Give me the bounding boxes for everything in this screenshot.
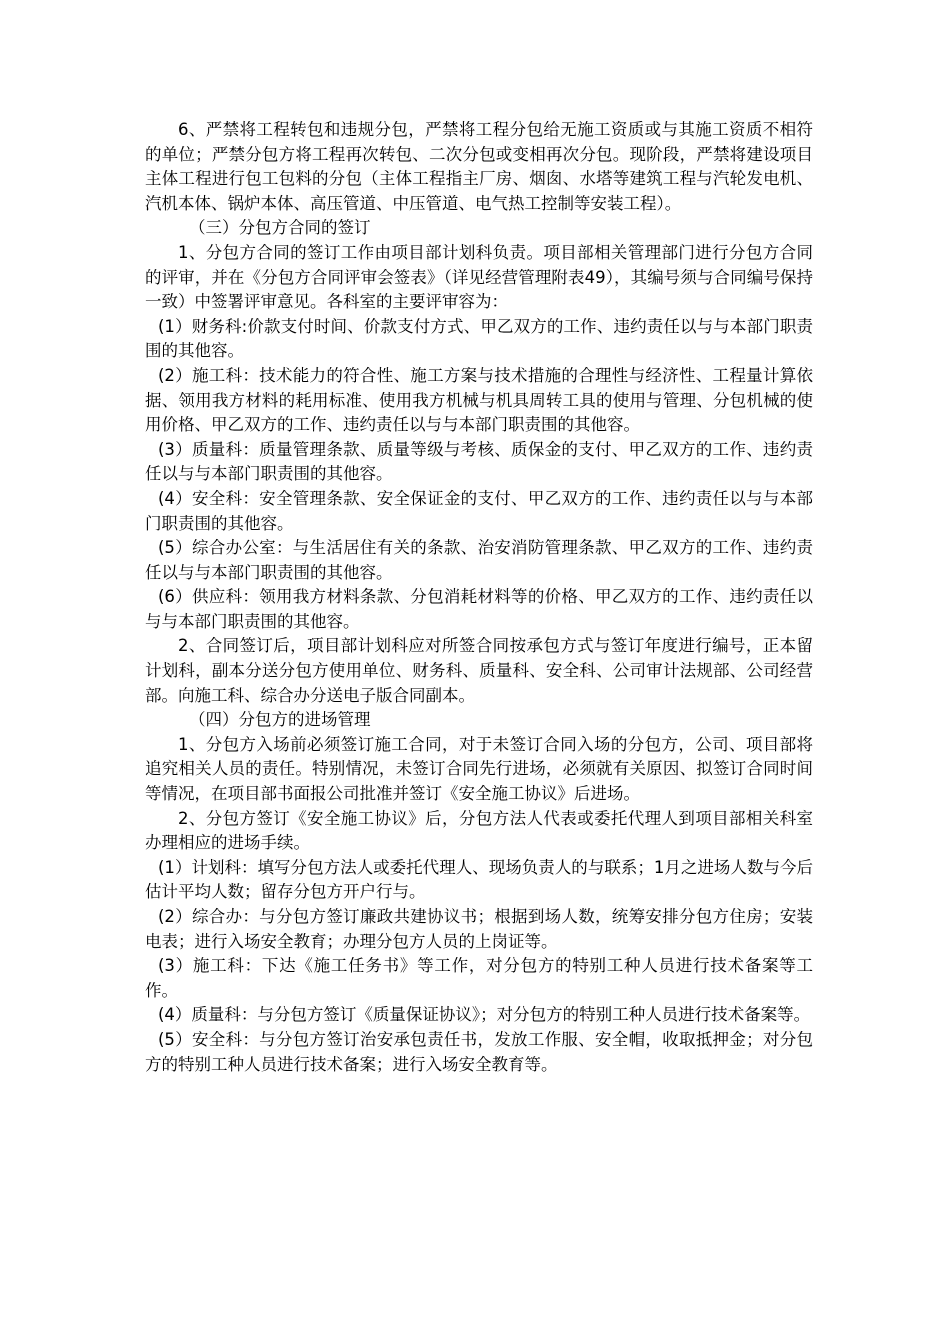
paragraph-item-6: 6、严禁将工程转包和违规分包，严禁将工程分包给无施工资质或与其施工资质不相符的单位；严禁分包方将工程再次转包、二次分包或变相再次分包。现阶段，严禁将建设项目主体工程进行包工包料的分包（主体工程指主厂房、烟囱、水塔等建筑工程与汽轮发电机、汽机本体、锅炉本体、高压管道、中压管道、电气热工控制等安装工程）。 [145,120,813,213]
list-item-finance: (1）财务科:价款支付时间、价款支付方式、甲乙双方的工作、违约责任以与与本部门职责围的其他容。 [145,316,813,361]
section-heading-4: （四）分包方的进场管理 [189,710,371,730]
list-item-admin: (2）综合办：与分包方签订廉政共建协议书；根据到场人数，统筹安排分包方住房；安装电表；进行入场安全教育；办理分包方人员的上岗证等。 [145,907,813,951]
list-item-planning: (1）计划科：填写分包方法人或委托代理人、现场负责人的与联系；1月之进场人数与今后估计平均人数；留存分包方开户行与。 [145,857,813,902]
paragraph-entry-2: 2、分包方签订《安全施工协议》后，分包方法人代表或委托代理人到项目部相关科室办理相应的进场手续。 [145,808,813,853]
list-item-quality: (3）质量科：质量管理条款、质量等级与考核、质保金的支付、甲乙双方的工作、违约责任以与与本部门职责围的其他容。 [145,439,813,484]
list-item-safety: (4）安全科：安全管理条款、安全保证金的支付、甲乙双方的工作、违约责任以与与本部门职责围的其他容。 [145,488,813,533]
list-item-construction-entry: (3）施工科：下达《施工任务书》等工作，对分包方的特别工种人员进行技术备案等工作。 [145,956,813,1000]
document-body [145,118,813,1077]
section-heading-3: （三）分包方合同的签订 [189,218,371,238]
paragraph-contract-1: 1、分包方合同的签订工作由项目部计划科负责。项目部相关管理部门进行分包方合同的评审，并在《分包方合同评审会签表》（详见经营管理附表49），其编号须与合同编号保持一致）中签署评审意见。各科室的主要评审容为： [145,242,813,312]
list-item-supply: (6）供应科：领用我方材料条款、分包消耗材料等的价格、甲乙双方的工作、违约责任以与与本部门职责围的其他容。 [145,587,813,631]
list-item-quality-entry: (4）质量科：与分包方签订《质量保证协议》；对分包方的特别工种人员进行技术备案等。 [158,1005,811,1025]
list-item-office: (5）综合办公室：与生活居住有关的条款、治安消防管理条款、甲乙双方的工作、违约责任以与与本部门职责围的其他容。 [145,538,813,582]
list-item-construction: (2）施工科：技术能力的符合性、施工方案与技术措施的合理性与经济性、工程量计算依据、领用我方材料的耗用标准、使用我方机械与机具周转工具的使用与管理、分包机械的使用价格、甲乙双方的工作、违约责任以与与本部门职责围的其他容。 [145,365,813,435]
paragraph-entry-1: 1、分包方入场前必须签订施工合同，对于未签订合同入场的分包方，公司、项目部将追究相关人员的责任。特别情况，未签订合同先行进场，必须就有关原因、拟签订合同时间等情况，在项目部书面报公司批准并签订《安全施工协议》后进场。 [145,734,813,804]
paragraph-contract-2: 2、合同签订后，项目部计划科应对所签合同按承包方式与签订年度进行编号，正本留计划科，副本分送分包方使用单位、财务科、质量科、安全科、公司审计法规部、公司经营部。向施工科、综合办分送电子版合同副本。 [145,636,813,705]
list-item-safety-entry: (5）安全科：与分包方签订治安承包责任书，发放工作服、安全帽，收取抵押金；对分包方的特别工种人员进行技术备案；进行入场安全教育等。 [145,1029,813,1074]
